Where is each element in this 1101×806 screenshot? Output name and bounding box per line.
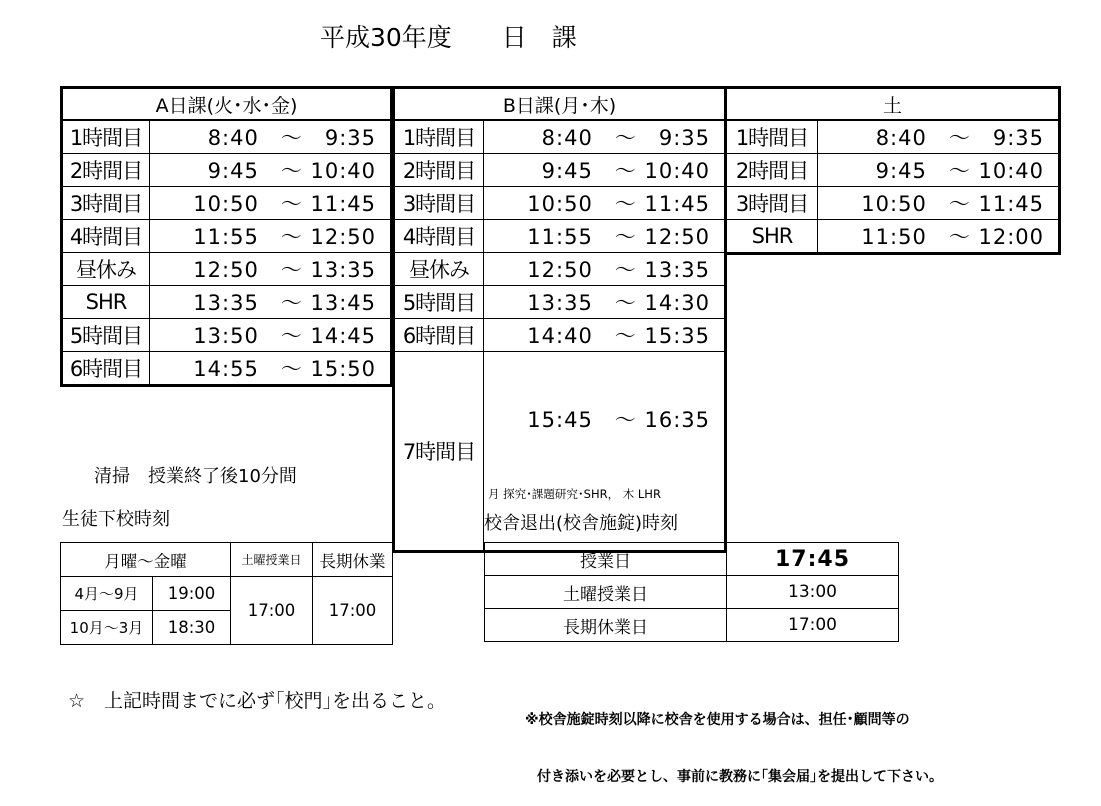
period-label: 3時間目 (726, 187, 818, 220)
table-row (62, 253, 392, 286)
table-row (394, 253, 726, 286)
period-label: 5時間目 (394, 286, 484, 319)
building-exit-table (484, 542, 899, 642)
table-row (485, 576, 899, 609)
period-label: 1時間目 (62, 120, 150, 154)
table-row (726, 220, 1060, 254)
period-time: 14:55 ～ 15:50 (150, 352, 392, 386)
period-time: 9:45 ～ 10:40 (150, 154, 392, 187)
period-time: 9:45 ～ 10:40 (484, 154, 726, 187)
table-row (485, 543, 899, 576)
schedule-sat-table (724, 86, 1061, 255)
period-label: 5時間目 (62, 319, 150, 352)
table-row (62, 154, 392, 187)
schedule-b-table (392, 86, 727, 553)
schedule-a-table (60, 86, 393, 387)
period-time: 11:55 ～ 12:50 (150, 220, 392, 253)
period-label: SHR (62, 286, 150, 319)
period-time: 10:50 ～ 11:45 (484, 187, 726, 220)
leave-time-cell: 19:00 (153, 577, 231, 611)
period-time: 14:40 ～ 15:35 (484, 319, 726, 352)
exit-label-cell: 土曜授業日 (485, 576, 727, 609)
table-row (726, 154, 1060, 187)
table-row (394, 286, 726, 319)
period-time: 13:35 ～ 14:30 (484, 286, 726, 319)
exit-label-cell: 授業日 (485, 543, 727, 576)
table-row (62, 319, 392, 352)
student-leave-table (60, 542, 393, 645)
table-row (62, 352, 392, 386)
period-time: 13:50 ～ 14:45 (150, 319, 392, 352)
saturday-header: 土曜授業日 (231, 543, 313, 577)
period-time: 11:50 ～ 12:00 (818, 220, 1060, 254)
period-label: 7時間目 (394, 352, 484, 552)
cleaning-note: 清掃 授業終了後10分間 (94, 466, 297, 487)
table-row (62, 120, 392, 154)
period-label: SHR (726, 220, 818, 254)
period-label: 2時間目 (726, 154, 818, 187)
period-time: 12:50 ～ 13:35 (484, 253, 726, 286)
table-row (485, 609, 899, 642)
period-time: 8:40 ～ 9:35 (484, 120, 726, 154)
exit-time-cell: 17:00 (727, 609, 899, 642)
period-time: 8:40 ～ 9:35 (818, 120, 1060, 154)
period-time: 12:50 ～ 13:35 (150, 253, 392, 286)
period-label: 4時間目 (62, 220, 150, 253)
period-label: 3時間目 (394, 187, 484, 220)
period-label: 2時間目 (394, 154, 484, 187)
period-time: 11:55 ～ 12:50 (484, 220, 726, 253)
page-title: 平成30年度 日 課 (320, 23, 577, 52)
period-label: 6時間目 (394, 319, 484, 352)
period-label: 3時間目 (62, 187, 150, 220)
schedule-sat-header: 土 (726, 88, 1060, 121)
table-row (394, 319, 726, 352)
schedule-b-header: B日課(月･木) (394, 88, 726, 121)
months-cell: 4月～9月 (61, 577, 153, 611)
saturday-time-cell: 17:00 (231, 577, 313, 645)
building-exit-heading: 校舎退出(校舎施錠)時刻 (484, 513, 679, 534)
exit-label-cell: 長期休業日 (485, 609, 727, 642)
period-time: 10:50 ～ 11:45 (150, 187, 392, 220)
lock-note-line1: ※校舎施錠時刻以降に校舎を使用する場合は、担任･顧問等の (525, 712, 910, 728)
period-time: 15:45 ～ 16:35 (527, 408, 710, 432)
table-row (726, 120, 1060, 154)
table-row (394, 187, 726, 220)
exit-time-cell: 13:00 (727, 576, 899, 609)
gate-note: ☆ 上記時間までに必ず｢校門｣を出ること。 (68, 690, 447, 712)
vacation-time-cell: 17:00 (313, 577, 393, 645)
table-row (394, 220, 726, 253)
table-row (394, 120, 726, 154)
vacation-header: 長期休業 (313, 543, 393, 577)
period-label: 1時間目 (726, 120, 818, 154)
period-time: 10:50 ～ 11:45 (818, 187, 1060, 220)
period-label: 4時間目 (394, 220, 484, 253)
period-label: 昼休み (62, 253, 150, 286)
period-time: 8:40 ～ 9:35 (150, 120, 392, 154)
weekday-header: 月曜～金曜 (61, 543, 231, 577)
period-note: 月 探究･課題研究･SHR， 木 LHR (488, 487, 661, 501)
table-row (726, 187, 1060, 220)
lock-note (525, 673, 943, 806)
table-row (62, 286, 392, 319)
period-time: 13:35 ～ 13:45 (150, 286, 392, 319)
exit-time-cell: 17:45 (727, 543, 899, 576)
leave-time-cell: 18:30 (153, 611, 231, 645)
schedule-a-header: A日課(火･水･金) (62, 88, 392, 121)
table-row (62, 220, 392, 253)
lock-note-line2: 付き添いを必要とし、事前に教務に｢集会届｣を提出して下さい。 (537, 769, 943, 785)
period-label: 6時間目 (62, 352, 150, 386)
period-time: 9:45 ～ 10:40 (818, 154, 1060, 187)
table-row (62, 187, 392, 220)
period-label: 1時間目 (394, 120, 484, 154)
table-row (61, 577, 393, 611)
student-leave-heading: 生徒下校時刻 (62, 509, 170, 530)
months-cell: 10月～3月 (61, 611, 153, 645)
period-label: 昼休み (394, 253, 484, 286)
table-row (394, 154, 726, 187)
period-label: 2時間目 (62, 154, 150, 187)
